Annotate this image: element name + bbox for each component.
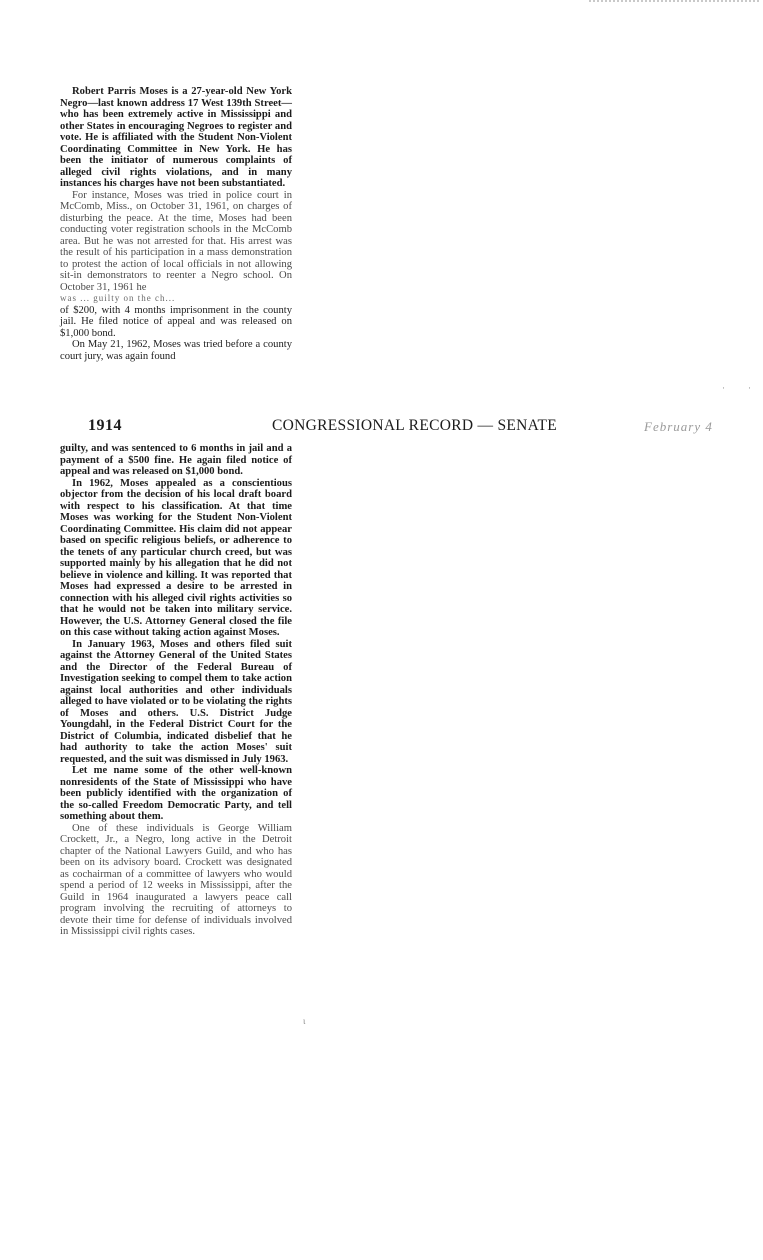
illegible-fragment: was ... guilty on the ch... xyxy=(60,293,176,303)
top-edge-dots xyxy=(589,0,759,5)
paragraph-county-court: On May 21, 1962, Moses was tried before a county court jury, was again found xyxy=(60,339,292,362)
header-date: February 4 xyxy=(644,419,713,434)
paragraph-crockett: One of these individuals is George William Crockett, Jr., a Negro, long active in the Detroit chapter of the National Lawyers Guild, and who has been on its advisory board. Crockett was designated as cochairman of a committee of lawyers who would spend a period of 12 weeks in Mississippi, after the Guild in 1964 inaugurated a lawyers peace call program involving the recruiting of attorneys to devote their time for defense of individuals involved in Mississippi civil rights cases. xyxy=(60,822,292,937)
paragraph-moses-intro: Robert Parris Moses is a 27-year-old New York Negro—last known address 17 West 139th Street—who has been extremely active in Mississippi and other States in encouraging Negroes to register and vote. He is affiliated with the Student Non-Violent Coordinating Committee in New York. He has been the initiator of numerous complaints of alleged civil rights violations, and in many instances his charges have not been substantiated. xyxy=(60,86,292,189)
scan-speck: ɩ xyxy=(303,1016,306,1026)
paragraph-nonresidents: Let me name some of the other well-known nonresidents of the State of Mississippi who have been publicly identified with the organization of the so-called Freedom Democratic Party, and tell something about them. xyxy=(60,765,292,822)
scan-speck: · xyxy=(748,383,751,393)
paragraph-police-court: For instance, Moses was tried in police court in McComb, Miss., on October 31, 1961, on charges of disturbing the peace. At the time, Moses had been conducting voter registration schools in the McComb area. But he was not arrested for that. His arrest was the result of his participation in a mass demonstration to protest the action of local officials in not allowing sit-in demonstrators to reenter a Negro school. On October 31, 1961 he xyxy=(60,189,292,293)
paragraph-fine: of $200, with 4 months imprisonment in the county jail. He filed notice of appeal and was released on $1,000 bond. xyxy=(60,304,292,339)
page-header xyxy=(86,417,763,435)
lower-text-column xyxy=(60,443,292,938)
scan-speck: · xyxy=(722,383,725,393)
masthead-title: CONGRESSIONAL RECORD — SENATE xyxy=(272,417,557,434)
paragraph-conscientious-objector: In 1962, Moses appealed as a conscientious objector from the decision of his local draft board with respect to his classification. At that time Moses was working for the Student Non-Violent Coordinating Committee. His claim did not appear based on specific religious beliefs, or adherence to the tenets of any particular church creed, but was supported mainly by his allegation that he did not believe in violence and killing. It was reported that Moses had expressed a desire to be arrested in connection with his alleged civil rights activities so that he would not be taken into military service. However, the U.S. Attorney General closed the file on this case without taking action against Moses. xyxy=(60,477,292,638)
upper-text-column xyxy=(60,86,292,362)
page-number: 1914 xyxy=(88,417,122,434)
paragraph-lawsuit: In January 1963, Moses and others filed suit against the Attorney General of the United States and the Director of the Federal Bureau of Investigation seeking to compel them to take action against local authorities and other individuals alleged to have violated or to be violating the rights of Moses and others. U.S. District Judge Youngdahl, in the Federal District Court for the District of Columbia, indicated disbelief that he had authority to take the action Moses' suit requested, and the suit was dismissed in July 1963. xyxy=(60,638,292,765)
paragraph-sentence: guilty, and was sentenced to 6 months in jail and a payment of a $500 fine. He again filed notice of appeal and was released on $1,000 bond. xyxy=(60,443,292,477)
